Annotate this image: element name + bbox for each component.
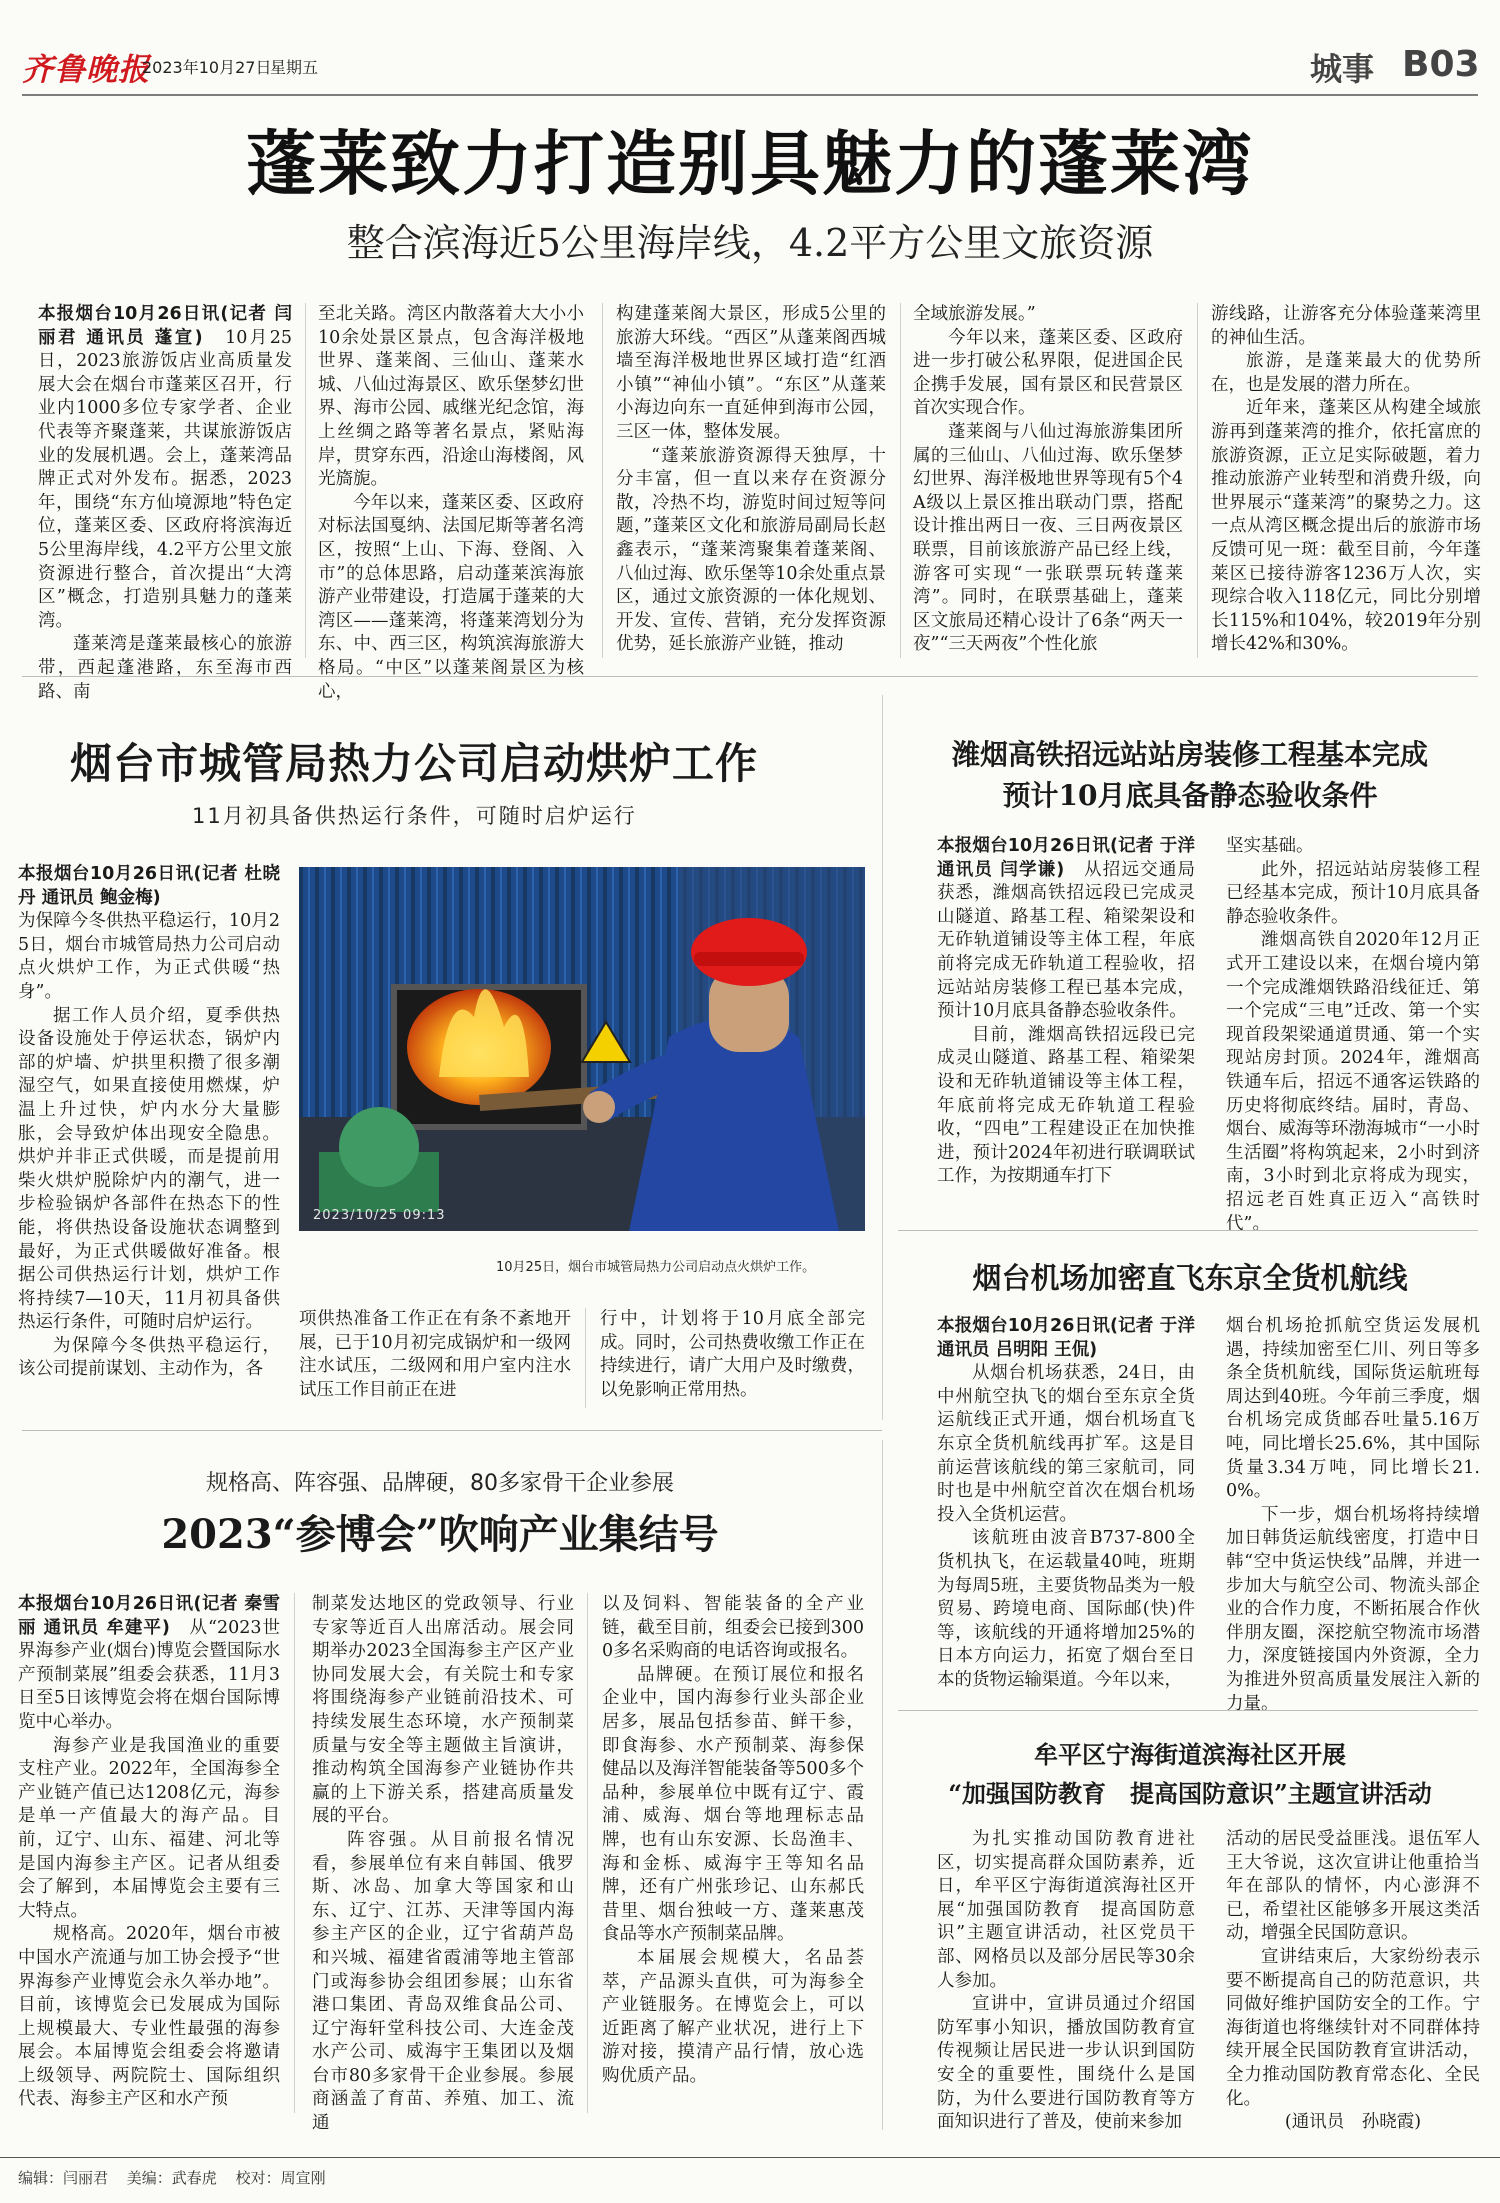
column-divider xyxy=(587,1593,588,2113)
column-divider xyxy=(585,1308,586,1408)
section-rule xyxy=(898,1230,1478,1231)
boiler-scene xyxy=(299,867,865,1231)
footer-credits xyxy=(18,2167,326,2188)
masthead-rule xyxy=(22,94,1478,96)
rail-byline: 本报烟台10月26日讯(记者 于洋 通讯员 闫学谦) xyxy=(937,836,1195,880)
column-divider xyxy=(602,303,603,658)
issue-date: 2023年10月27日 xyxy=(142,58,272,77)
column-divider xyxy=(900,303,901,658)
defense-col-1: 为扎实推动国防教育进社区，切实提高群众国防素养，近日，牟平区宁海街道滨海社区开展“加强国防教育 提高国防意识”主题宣讲活动，社区党员干部、网格员以及部分居民等30余人参加。 宣讲中，宣讲员通过介绍国防军事小知识，播放国防教育宣传视频让居民进一步认识到国防安全的重要性，围绕什么是国防，为什么要进行国防教育等方面知识进行了普及，使前来参加 xyxy=(937,1829,1195,2133)
defense-signoff: (通讯员 孙晓霞) xyxy=(1284,2112,1422,2133)
expo-col-2: 制菜发达地区的党政领导、行业专家等近百人出席活动。展会同期举办2023全国海参主产区产业协同发展大会，有关院士和专家将围绕海参产业链前沿技术、可持续发展生态环境，水产预制菜质量与安全等主题做主旨演讲，推动构筑全国海参产业链协作共赢的上下游关系，搭建高质量发展的平台。 阵容强。从目前报名情况看，参展单位有来自韩国、俄罗斯、冰岛、加拿大等国家和山东、辽宁、江苏、天津等国内海参主产区的企业，辽宁省葫芦岛和兴城、福建省霞浦等地主管部门或海参协会组团参展；山东省港口集团、青岛双维食品公司、辽宁海轩堂科技公司、大连金茂水产公司、威海宇王集团以及烟台市80多家骨干企业参展。参展商涵盖了育苗、养殖、加工、流通 xyxy=(312,1594,574,2134)
heating-byline: 本报烟台10月26日讯(记者 杜晓丹 通讯员 鲍金梅) xyxy=(18,864,280,908)
lead-col-4: 全域旅游发展。” 今年以来，蓬莱区委、区政府进一步打破公私界限，促进国企民企携手发展，国有景区和民营景区首次实现合作。 蓬莱阁与八仙过海旅游集团所属的三仙山、八仙过海、欧乐堡梦幻世界、海洋极地世界等现有5个4A级以上景区推出联动门票，搭配设计推出两日一夜、三日两夜景区联票，目前该旅游产品已经上线，游客可实现“一张联票玩转蓬莱湾”。同时，在联票基础上，蓬莱区文旅局还精心设计了6条“两天一夜”“三天两夜”个性化旅 xyxy=(913,304,1183,655)
expo-col-1: 本报烟台10月26日讯(记者 秦雪丽 通讯员 牟建平) 从“2023世界海参产业(烟台)博览会暨国际水产预制菜展”组委会获悉，11月3日至5日该博览会将在烟台国际博览中心举办。 海参产业是我国渔业的重要支柱产业。2022年，全国海参全产业链产值已达1208亿元，海参是单一产值最大的海产品。目前，辽宁、山东、福建、河北等是国内海参主产区。记者从组委会了解到，本届博览会主要有三大特点。 规格高。2020年，烟台市被中国水产流通与加工协会授予“世界海参产业博览会永久举办地”。目前，该博览会已发展成为国际上规模最大、专业性最强的海参展会。本届博览会组委会将邀请上级领导、两院院士、国际组织代表、海参主产区和水产预 xyxy=(18,1594,281,2110)
lead-subheadline: 整合滨海近5公里海岸线，4.2平方公里文旅资源 xyxy=(346,221,1154,265)
airport-col-2: 烟台机场抢抓航空货运发展机遇，持续加密至仁川、列日等多条全货机航线，国际货运航班每周达到40班。今年前三季度，烟台机场完成货邮吞吐量5.16万吨，同比增长25.6%，其中国际货量3.34万吨，同比增长21.0%。 下一步，烟台机场将持续增加日韩货运航线密度，打造中日韩“空中货运快线”品牌，并进一步加大与航空公司、物流头部企业的合作力度，不断拓展合作伙伴朋友圈，深挖航空物流市场潜力，深度链接国内外资源，全力为推进外贸高质量发展注入新的力量。 xyxy=(1226,1316,1480,1714)
column-divider xyxy=(294,1593,295,2113)
expo-byline: 本报烟台10月26日讯(记者 秦雪丽 通讯员 牟建平) xyxy=(18,1594,280,1638)
heating-subheadline: 11月初具备供热运行条件，可随时启炉运行 xyxy=(192,804,637,828)
heating-col-2: 项供热准备工作正在有条不紊地开展，已于10月初完成锅炉和一级网注水试压，二级网和用户室内注水试压工作目前正在进 xyxy=(299,1309,571,1400)
section-rule xyxy=(22,1430,882,1431)
block-divider xyxy=(882,1440,883,2130)
column-divider xyxy=(305,303,306,658)
block-divider xyxy=(882,695,883,1420)
defense-headline-1: 牟平区宁海街道滨海社区开展 xyxy=(1034,1740,1346,1769)
rail-col-2: 坚实基础。 此外，招远站站房装修工程已经基本完成，预计10月底具备静态验收条件。 潍烟高铁自2020年12月正式开工建设以来，在烟台境内第一个完成潍烟铁路沿线征迁、第一个完成“三电”迁改、第一个实现首段架梁通道贯通、第一个实现站房封顶。2024年，潍烟高铁通车后，招远不通客运铁路的历史将彻底终结。届时，青岛、烟台、威海等环渤海城市“一小时生活圈”将构筑起来，2小时到济南，3小时到北京将成为现实，招远老百姓真正迈入“高铁时代”。 xyxy=(1226,836,1480,1234)
heating-col-1: 本报烟台10月26日讯(记者 杜晓丹 通讯员 鲍金梅) 为保障今冬供热平稳运行，10月25日，烟台市城管局热力公司启动点火烘炉工作，为正式供暖“热身”。 据工作人员介绍，夏季供热设备设施处于停运状态，锅炉内部的炉墙、炉拱里积攒了很多潮湿空气，如果直接使用燃煤，炉温上升过快，炉内水分大量膨胀，会导致炉体出现安全隐患。烘炉并非正式供暖，而是提前用柴火烘炉脱除炉内的潮气，进一步检验锅炉各部件在热态下的性能，将供热设备设施状态调整到最好，为正式供暖做好准备。根据公司供热运行计划，烘炉工作将持续7—10天，11月初具备供热运行条件，可随时启炉运行。 为保障今冬供热平稳运行，该公司提前谋划、主动作为，各 xyxy=(18,864,280,1380)
section-name: 城事 xyxy=(1310,50,1375,88)
page-number: B03 xyxy=(1402,44,1480,85)
airport-byline: 本报烟台10月26日讯(记者 于洋 通讯员 吕明阳 王侃) xyxy=(937,1316,1195,1360)
rail-headline-2: 预计10月底具备静态验收条件 xyxy=(1002,779,1378,812)
boiler-photo xyxy=(299,867,865,1231)
editor-credit: 编辑：闫丽君 xyxy=(18,2169,109,2187)
defense-col-2: 活动的居民受益匪浅。退伍军人王大爷说，这次宣讲让他重拾当年在部队的情怀，内心澎湃不已，希望社区能够多开展这类活动，增强全民国防意识。 宣讲结束后，大家纷纷表示要不断提高自己的防范意识，共同做好维护国防安全的工作。宁海街道也将继续针对不同群体持续开展全民国防教育宣讲活动，全力推动国防教育常态化、全民化。 (通讯员 孙晓霞) xyxy=(1226,1828,1480,2135)
footer-rule xyxy=(0,2157,1500,2158)
airport-col-1: 本报烟台10月26日讯(记者 于洋 通讯员 吕明阳 王侃) 从烟台机场获悉，24日，由中州航空执飞的烟台至东京全货运航线正式开通，烟台机场直飞东京全货机航线再扩军。这是目前运营该航线的第三家航司，同时也是中州航空首次在烟台机场投入全货机运营。 该航班由波音B737-800全货机执飞，在运载量40吨，班期为每周5班，主要货物品类为一般贸易、跨境电商、国际邮(快)件等，该航线的开通将增加25%的日本方向运力，拓宽了烟台至日本的货物运输渠道。今年以来， xyxy=(937,1316,1195,1690)
airport-headline: 烟台机场加密直飞东京全货机航线 xyxy=(972,1261,1408,1295)
rail-col-1: 本报烟台10月26日讯(记者 于洋 通讯员 闫学谦) 从招远交通局获悉，潍烟高铁招远段已完成灵山隧道、路基工程、箱梁架设和无砟轨道铺设等主体工程，年底前将完成无砟轨道工程验收，招远站站房装修工程已基本完成，预计10月底具备静态验收条件。 目前，潍烟高铁招远段已完成灵山隧道、路基工程、箱梁架设和无砟轨道铺设等主体工程，年底前将完成无砟轨道工程验收，“四电”工程建设正在加快推进，预计2024年初进行联调联试工作，为按期通车打下 xyxy=(937,836,1195,1187)
photo-timestamp: 2023/10/25 09:13 xyxy=(313,1208,446,1223)
column-divider xyxy=(1197,303,1198,658)
lead-byline: 本报烟台10月26日讯(记者 闫丽君 通讯员 蓬宣) xyxy=(38,304,292,348)
issue-weekday: 星期五 xyxy=(270,58,319,77)
section-rule xyxy=(898,1710,1478,1711)
rail-headline-1: 潍烟高铁招远站站房装修工程基本完成 xyxy=(951,738,1428,771)
expo-col-3: 以及饲料、智能装备的全产业链，截至目前，组委会已接到3000多名采购商的电话咨询或报名。 品牌硬。在预订展位和报名企业中，国内海参行业头部企业居多，展品包括参苗、鲜干参，即食海参、水产预制菜、海参保健品以及海洋智能装备等500多个品种，参展单位中既有辽宁、霞浦、威海、烟台等地理标志品牌，也有山东安源、长岛渔丰、海和金栎、威海宇王等知名品牌，还有广州张珍记、山东郝氏昔里、烟台独岐一方、蓬莱惠茂食品等水产预制菜品牌。 本届展会规模大，名品荟萃，产品源头直供，可为海参全产业链服务。在博览会上，可以近距离了解产业状况，进行上下游对接，摸清产品行情，放心选购优质产品。 xyxy=(602,1594,864,2086)
photo-caption: 10月25日，烟台市城管局热力公司启动点火烘炉工作。 xyxy=(496,1260,816,1275)
lead-col-3: 构建蓬莱阁大景区，形成5公里的旅游大环线。“西区”从蓬莱阁西城墙至海洋极地世界区域打造“红酒小镇”“神仙小镇”。“东区”从蓬莱小海边向东一直延伸到海市公园，三区一体，整体发展。 “蓬莱旅游资源得天独厚，十分丰富，但一直以来存在资源分散，冷热不均，游览时间过短等问题，”蓬莱区文化和旅游局副局长赵鑫表示，“蓬莱湾聚集着蓬莱阁、八仙过海、欧乐堡等10余处重点景区，通过文旅资源的一体化规划、开发、宣传、营销，充分发挥资源优势，延长旅游产业链，推动 xyxy=(616,304,886,655)
lead-col-2: 至北关路。湾区内散落着大大小小10余处景区景点，包含海洋极地世界、蓬莱阁、三仙山、蓬莱水城、八仙过海景区、欧乐堡梦幻世界、海市公园、戚继光纪念馆，海上丝绸之路等著名景点，紧贴海岸，贯穿东西，沿途山海楼阁，风光旖旎。 今年以来，蓬莱区委、区政府对标法国戛纳、法国尼斯等著名湾区，按照“上山、下海、登阁、入市”的总体思路，启动蓬莱滨海旅游产业带建设，打造属于蓬莱的大湾区——蓬莱湾，将蓬莱湾划分为东、中、西三区，构筑滨海旅游大格局。“中区”以蓬莱阁景区为核心， xyxy=(318,304,584,702)
section-rule xyxy=(22,676,1478,677)
expo-headline: 2023“参博会”吹响产业集结号 xyxy=(161,1511,719,1558)
lead-headline: 蓬莱致力打造别具魅力的蓬莱湾 xyxy=(246,122,1254,205)
lead-col-1: 本报烟台10月26日讯(记者 闫丽君 通讯员 蓬宣) 10月25日，2023旅游饭店业高质量发展大会在烟台市蓬莱区召开，行业内1000多位专家学者、企业代表等齐聚蓬莱，共谋旅游饭店业的发展机遇。会上，蓬莱湾品牌正式对外发布。据悉，2023年，围绕“东方仙境源地”特色定位，蓬莱区委、区政府将滨海近5公里海岸线，4.2平方公里文旅资源进行整合，首次提出“大湾区”概念，打造别具魅力的蓬莱湾。 蓬莱湾是蓬莱最核心的旅游带，西起蓬港路，东至海市西路、南 xyxy=(38,304,293,702)
masthead xyxy=(0,0,1500,110)
newspaper-logo: 齐鲁晚报 xyxy=(22,52,150,88)
expo-kicker: 规格高、阵容强、品牌硬，80多家骨干企业参展 xyxy=(206,1471,674,1496)
proof-credit: 校对：周宣刚 xyxy=(235,2169,326,2187)
lead-col-5: 游线路，让游客充分体验蓬莱湾里的神仙生活。 旅游，是蓬莱最大的优势所在，也是发展的潜力所在。 近年来，蓬莱区从构建全域旅游再到蓬莱湾的推介，依托富庶的旅游资源，正立足实际破题，着力推动旅游产业转型和消费升级，向世界展示“蓬莱湾”的聚势之力。这一点从湾区概念提出后的旅游市场反馈可见一斑：截至目前，今年蓬莱区已接待游客1236万人次，实现综合收入118亿元，同比分别增长115%和104%，较2019年分别增长42%和30%。 xyxy=(1211,304,1481,655)
designer-credit: 美编：武春虎 xyxy=(126,2169,217,2187)
heating-col-3: 行中，计划将于10月底全部完成。同时，公司热费收缴工作正在持续进行，请广大用户及时缴费，以免影响正常用热。 xyxy=(600,1309,865,1400)
defense-headline-2: “加强国防教育 提高国防意识”主题宣讲活动 xyxy=(948,1779,1432,1808)
heating-headline: 烟台市城管局热力公司启动烘炉工作 xyxy=(70,739,759,788)
